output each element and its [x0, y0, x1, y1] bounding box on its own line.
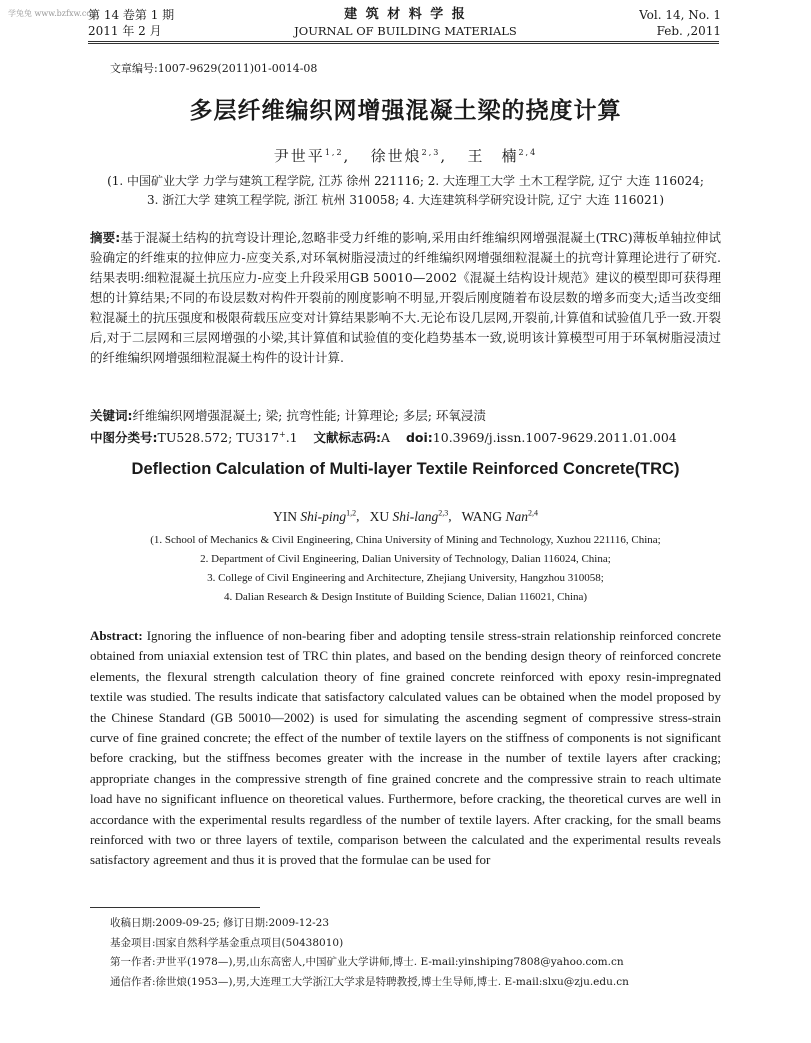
affiliation-en-4: 4. Dalian Research & Design Institute of Building Science, Dalian 116021, China) [223, 591, 588, 603]
abstract-cn [90, 228, 721, 368]
affiliation-en-3: 3. College of Civil Engineering and Architecture, Zhejiang University, Hangzhou 310058; [207, 572, 604, 584]
footnote-first-author: 第一作者:尹世平(1978—),男,山东高密人,中国矿业大学讲师,博士. E-mail:yinshiping7808@yahoo.com.cn [110, 956, 624, 968]
date-en: Feb. ,2011 [656, 24, 721, 38]
footnote-funding: 基金项目:国家自然科学基金重点项目(50438010) [110, 936, 344, 949]
doi: 10.3969/j.issn.1007-9629.2011.01.004 [432, 430, 677, 446]
author-cn-2: 徐世烺$^{2,3}$ [370, 147, 441, 165]
volume-issue-en: Vol. 14, No. 1 [639, 8, 721, 22]
affiliation-en-2: 2. Department of Civil Engineering, Dalian University of Technology, Dalian 116024, China; [200, 553, 611, 565]
classification-line: 中图分类号:TU528.572; TU317+.1 文献标志码:A doi:10.3969/j.issn.1007-9629.2011.01.004 [90, 430, 677, 446]
abstract-en-text: Ignoring the influence of non-bearing fiber and adopting tensile stress-strain relationship reinforced concrete obtained from uniaxial extension test of TRC thin plates, and based on the bending design theory of reinforced concrete elements, the flexural strength calculation theory of fine grained concrete reinforced with epoxy resin-impregnated textile was studied. The results indicate that satisfactory calculated values can be obtained when the model proposed by the Chinese Standard (GB 50010—2002) is used for simulating the ascending segment of compressive stress-strain curve of fine grained concrete; the effect of the number of textile layers on the stiffness of components is not significant before cracking, but the stiffness becomes greater with the increase in the number of textile layers after cracking; appropriate changes in the compressive strength of fine grained concrete and the compressive strain to reach ultimate load have no significant influence on theoretical values. Furthermore, before cracking, the theoretical curves are well in accordance with the experimental results regardless of the number of textile layers. After cracking, for the small beams reinforced with two or three layers of textile, comparison between the calculated and the experimental results reveals satisfactory agreement and thus it is proved that the formulae can be used for [90, 628, 722, 868]
authors-en: YIN Shi-ping$^{1,2}$, XU Shi-lang$^{2,3}$, WANG Nan$^{2,4}$ [273, 508, 538, 524]
classification-label: 中图分类号: [90, 430, 158, 446]
affiliation-cn-line-2: 3. 浙江大学 建筑工程学院, 浙江 杭州 310058; 4. 大连建筑科学研究设计院, 辽宁 大连 116021) [146, 193, 665, 207]
date-cn: 2011 年 2 月 [88, 24, 162, 38]
author-cn-1: 尹世平$^{1,2}$ [273, 147, 344, 165]
author-en-1: YIN Shi-ping$^{1,2}$ [273, 508, 357, 524]
doc-code-label: 文献标志码: [313, 430, 382, 446]
footnote-received: 收稿日期:2009-09-25; 修订日期:2009-12-23 [110, 917, 330, 929]
author-cn-3: 王 楠$^{2,4}$ [467, 147, 538, 165]
classification-code: TU528.572; TU317 [157, 430, 279, 446]
volume-issue-cn: 第 14 卷第 1 期 [88, 8, 175, 22]
journal-name-cn: 建 筑 材 料 学 报 [344, 7, 467, 22]
abstract-en-label: Abstract: [90, 628, 143, 643]
affiliation-cn-line-1: (1. 中国矿业大学 力学与建筑工程学院, 江苏 徐州 221116; 2. 大连理工大学 土木工程学院, 辽宁 大连 116024; [107, 174, 704, 188]
title-cn: 多层纤维编织网增强混凝土梁的挠度计算 [189, 98, 622, 124]
abstract-en [90, 626, 721, 871]
keywords-cn-text: 纤维编织网增强混凝土; 梁; 抗弯性能; 计算理论; 多层; 环氧浸渍 [132, 408, 486, 423]
journal-name-en: JOURNAL OF BUILDING MATERIALS [294, 24, 517, 38]
header-rule [88, 41, 719, 42]
author-en-3: WANG Nan$^{2,4}$ [461, 508, 538, 524]
keywords-cn-label: 关键词: [90, 408, 133, 423]
footnotes [110, 914, 710, 992]
authors-cn: 尹世平$^{1,2}$, 徐世烺$^{2,3}$, 王 楠$^{2,4}$ [273, 147, 538, 165]
doi-label: doi: [405, 430, 433, 446]
doc-code: A [381, 430, 391, 446]
footnote-rule [90, 907, 260, 908]
footnote-corresponding-author: 通信作者:徐世烺(1953—),男,大连理工大学浙江大学求是特聘教授,博士生导师,博士. E-mail:slxu@zju.edu.cn [110, 975, 629, 988]
watermark: 学兔兔 www.bzfxw.com [8, 9, 99, 18]
title-en: Deflection Calculation of Multi-layer Textile Reinforced Concrete(TRC) [131, 460, 680, 478]
author-en-2: XU Shi-lang$^{2,3}$ [369, 508, 449, 524]
keywords-cn [90, 406, 721, 426]
article-number: 文章编号:1007-9629(2011)01-0014-08 [110, 62, 318, 75]
abstract-cn-label: 摘要: [90, 230, 121, 245]
header-rule-2 [88, 43, 719, 44]
affiliation-en-1: (1. School of Mechanics & Civil Engineering, China University of Mining and Technology, Xuzhou 221116, China; [150, 534, 661, 546]
abstract-cn-text: 基于混凝土结构的抗弯设计理论,忽略非受力纤维的影响,采用由纤维编织网增强混凝土(TRC)薄板单轴拉伸试验确定的纤维束的拉伸应力-应变关系,对环氧树脂浸渍过的纤维编织网增强细粒混凝土的抗弯计算理论进行了研究.结果表明:细粒混凝土抗压应力-应变上升段采用GB 50010—2002《混凝土结构设计规范》建议的模型即可获得理想的计算结果;不同的布设层数对构件开裂前的刚度影响不明显,开裂后刚度随着布设层数的增多而变大;适当改变细粒混凝土的抗压强度和极限荷载压应变对计算结果影响不大.无论布设几层网,开裂前,计算值和试验值几乎一致.开裂后,对于二层网和三层网增强的小梁,其计算值和试验值的变化趋势基本一致,说明该计算模型可用于环氧树脂浸渍过的纤维编织网增强细粒混凝土构件的设计计算. [90, 230, 722, 365]
affiliations-en [0, 531, 811, 607]
